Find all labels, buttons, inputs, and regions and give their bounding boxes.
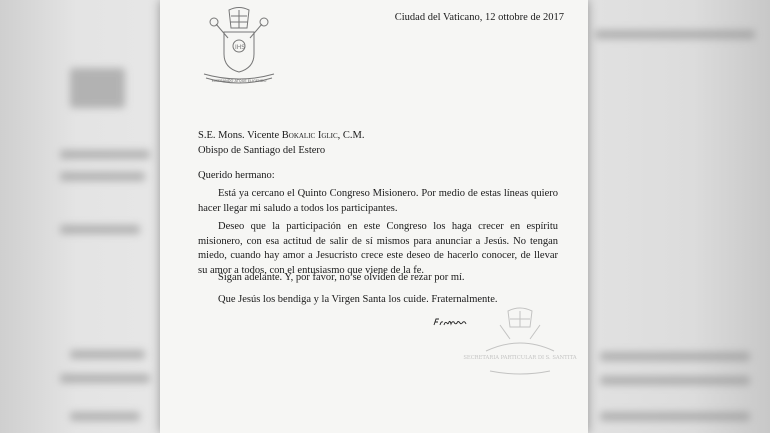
papal-coat-of-arms-icon: [200, 6, 278, 88]
paragraph-1: Está ya cercano el Quinto Congreso Misionero. Por medio de estas líneas quiero hacer llegar mi saludo a todos los participantes.: [198, 188, 558, 214]
recipient-prefix: S.E. Mons. Vicente: [198, 130, 282, 141]
recipient-role: Obispo de Santiago del Estero: [198, 145, 326, 156]
paragraph-4: Que Jesús los bendiga y la Virgen Santa los cuide. Fraternalmente.: [218, 294, 498, 305]
letter-page: [160, 0, 588, 433]
recipient-name-line: [198, 128, 365, 143]
recipient-address: [198, 128, 365, 158]
paragraph-2: Deseo que la participación en este Congreso los haga crecer en espíritu misionero, con esa actitud de salir de sí mismos para anunciar a Jesús. No tengan miedo, cuando hay amor a Jesucristo crece este deseo de hacerlo conocer, de llevar su amor a todos, con el entusiasmo que viene de la fe.: [198, 221, 558, 276]
svg-text:IHS: IHS: [235, 44, 246, 51]
recipient-surname: Bokalic Iglic: [281, 130, 338, 141]
place-and-date: Ciudad del Vaticano, 12 ottobre de 2017: [394, 12, 564, 23]
official-stamp-icon: [463, 305, 577, 377]
handwritten-signature: [432, 316, 468, 328]
salutation: Querido hermano:: [198, 170, 275, 181]
paragraph-3: Sigan adelante. Y, por favor, no se olviden de rezar por mí.: [218, 272, 465, 283]
svg-text:MISERANDO ATQUE ELIGENDO: MISERANDO ATQUE ELIGENDO: [211, 79, 267, 83]
recipient-suffix: , C.M.: [337, 130, 365, 141]
svg-text:SECRETARIA PARTICULAR DI S. SA: SECRETARIA PARTICULAR DI S. SANTITA: [463, 355, 577, 361]
